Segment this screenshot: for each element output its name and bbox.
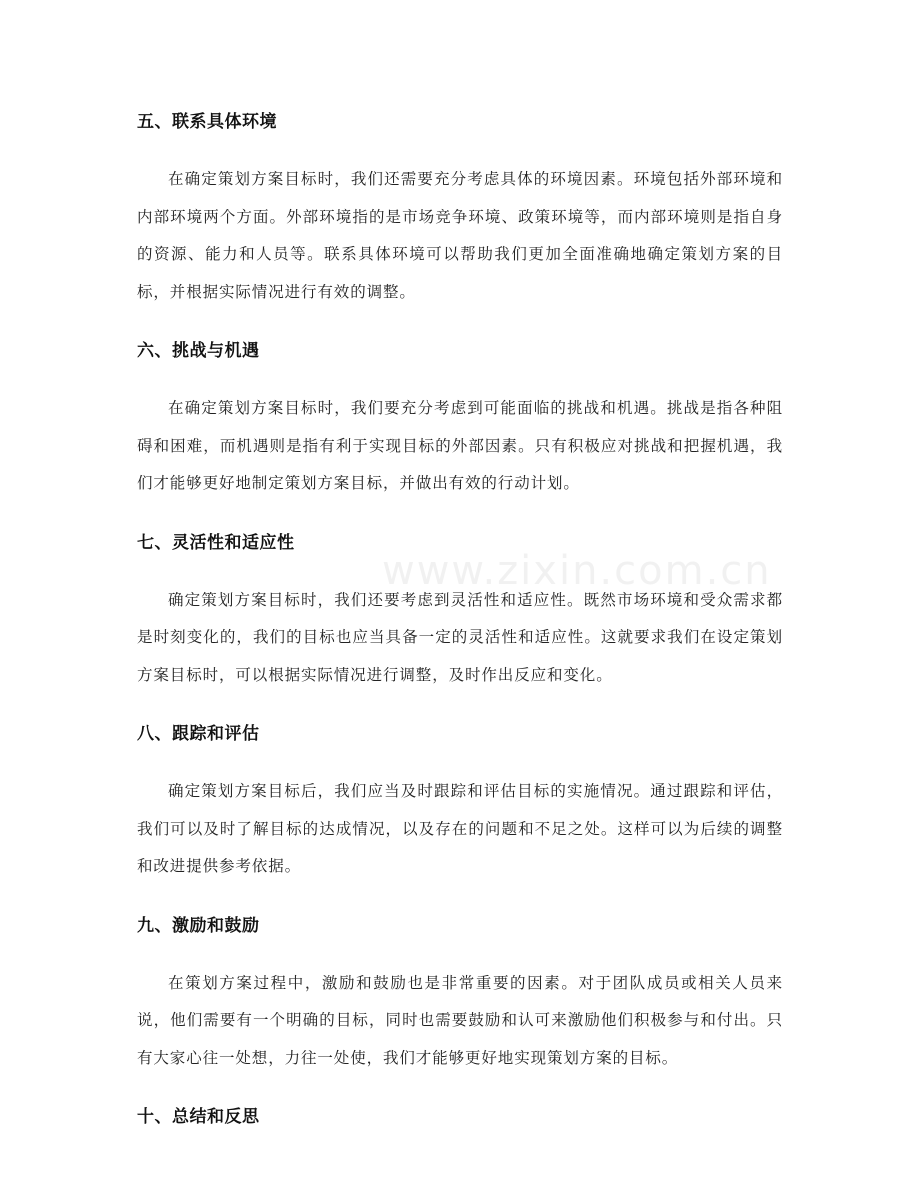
section-heading: 六、挑战与机遇: [137, 341, 260, 361]
section-heading: 八、跟踪和评估: [137, 724, 260, 744]
section-paragraph: 在策划方案过程中，激励和鼓励也是非常重要的因素。对于团队成员或相关人员来说，他们需要有一个明确的目标，同时也需要鼓励和认可来激励他们积极参与和付出。只有大家心往一处想，力往一处使，我们才能够更好地实现策划方案的目标。: [137, 973, 783, 1067]
section-heading: 五、联系具体环境: [137, 112, 277, 132]
section-8: [137, 719, 783, 886]
section-heading: 七、灵活性和适应性: [137, 532, 295, 553]
section-7: [137, 528, 783, 695]
section-paragraph: 在确定策划方案目标时，我们要充分考虑到可能面临的挑战和机遇。挑战是指各种阻碍和困难，而机遇则是指有利于实现目标的外部因素。只有积极应对挑战和把握机遇，我们才能够更好地制定策划方案目标，并做出有效的行动计划。: [137, 399, 783, 492]
section-heading: 十、总结和反思: [137, 1107, 260, 1127]
section-paragraph: 确定策划方案目标时，我们还要考虑到灵活性和适应性。既然市场环境和受众需求都是时刻变化的，我们的目标也应当具备一定的灵活性和适应性。这就要求我们在设定策划方案目标时，可以根据实际情况进行调整，及时作出反应和变化。: [137, 590, 783, 684]
section-6: [137, 336, 783, 503]
section-10: [137, 1102, 783, 1132]
section-9: [137, 911, 783, 1078]
section-5: [137, 107, 783, 311]
section-paragraph: 在确定策划方案目标时，我们还需要充分考虑具体的环境因素。环境包括外部环境和内部环境两个方面。外部环境指的是市场竞争环境、政策环境等，而内部环境则是指自身的资源、能力和人员等。联系具体环境可以帮助我们更加全面准确地确定策划方案的目标，并根据实际情况进行有效的调整。: [137, 170, 783, 301]
section-paragraph: 确定策划方案目标后，我们应当及时跟踪和评估目标的实施情况。通过跟踪和评估，我们可以及时了解目标的达成情况，以及存在的问题和不足之处。这样可以为后续的调整和改进提供参考依据。: [137, 782, 783, 875]
section-heading: 九、激励和鼓励: [137, 915, 260, 936]
watermark: www.zixin.com.cn: [382, 548, 772, 594]
